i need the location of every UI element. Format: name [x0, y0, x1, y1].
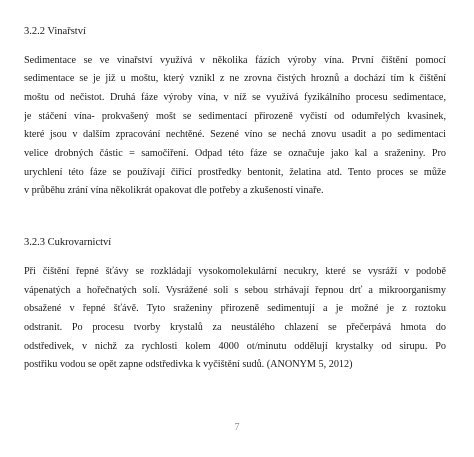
section-heading-cukrovarnictvi: 3.2.3 Cukrovarnictví — [24, 237, 112, 248]
paragraph-line: obsažené v řepné šťávě. Tyto sraženiny přirozeně sedimentují a je možné je z roztoku — [24, 303, 446, 314]
paragraph-line: které jsou v dalším zpracování nechtěné. Sezené víno se nechá znovu usadit a po sedimentaci — [24, 129, 446, 140]
page-number: 7 — [234, 422, 240, 433]
section-heading-vinarstvi: 3.2.2 Vinařství — [24, 26, 86, 37]
paragraph-line: sedimentace se je již u moštu, který vznikl z ne zrovna čistých hroznů a dochází tím k čištění — [24, 73, 446, 84]
paragraph-line: vápenatých a hořečnatých solí. Vysrážené soli s sebou strhávají řepnou drť a mikroorganismy — [24, 285, 446, 296]
paragraph-line: Při čištění řepné šťávy se rozkládají vysokomolekulární necukry, které se vysráží v podobě — [24, 266, 446, 277]
paragraph-line: postřiku vodou se opět zapne odstředivka k vyčištění sudů. (ANONYM 5, 2012) — [24, 359, 353, 370]
paragraph-line: odstranit. Po procesu tvorby krystalů za neustálého chlazení se přečerpává hmota do — [24, 322, 446, 333]
paragraph-line: Sedimentace se ve vinařství využívá v několika fázích výroby vína. První čištění pomocí — [24, 55, 446, 66]
paragraph-line: odstředivek, v nichž za rychlosti kolem 4000 ot/minutu oddělují krystalky od sirupu. Po — [24, 341, 446, 352]
paragraph-line: urychlení této fáze se používají čiřicí prostředky bentonit, želatina atd. Tento proces se může — [24, 167, 446, 178]
paragraph-line: je stáčení vína- prokvašený mošt se sedimentací přirozeně vyčistí od odumřelých kvasinek, — [24, 111, 446, 122]
paragraph-line: velice drobných částic = samočiření. Odpad této fáze se označuje jako kal a sraženiny. Pro — [24, 148, 446, 159]
paragraph-line: moštu od nečistot. Druhá fáze výroby vína, v níž se využívá fyzikálního procesu sedimentace, — [24, 92, 446, 103]
paragraph-line: v průběhu zrání vína několikrát opakovat dle potřeby a zkušeností vinaře. — [24, 185, 324, 196]
